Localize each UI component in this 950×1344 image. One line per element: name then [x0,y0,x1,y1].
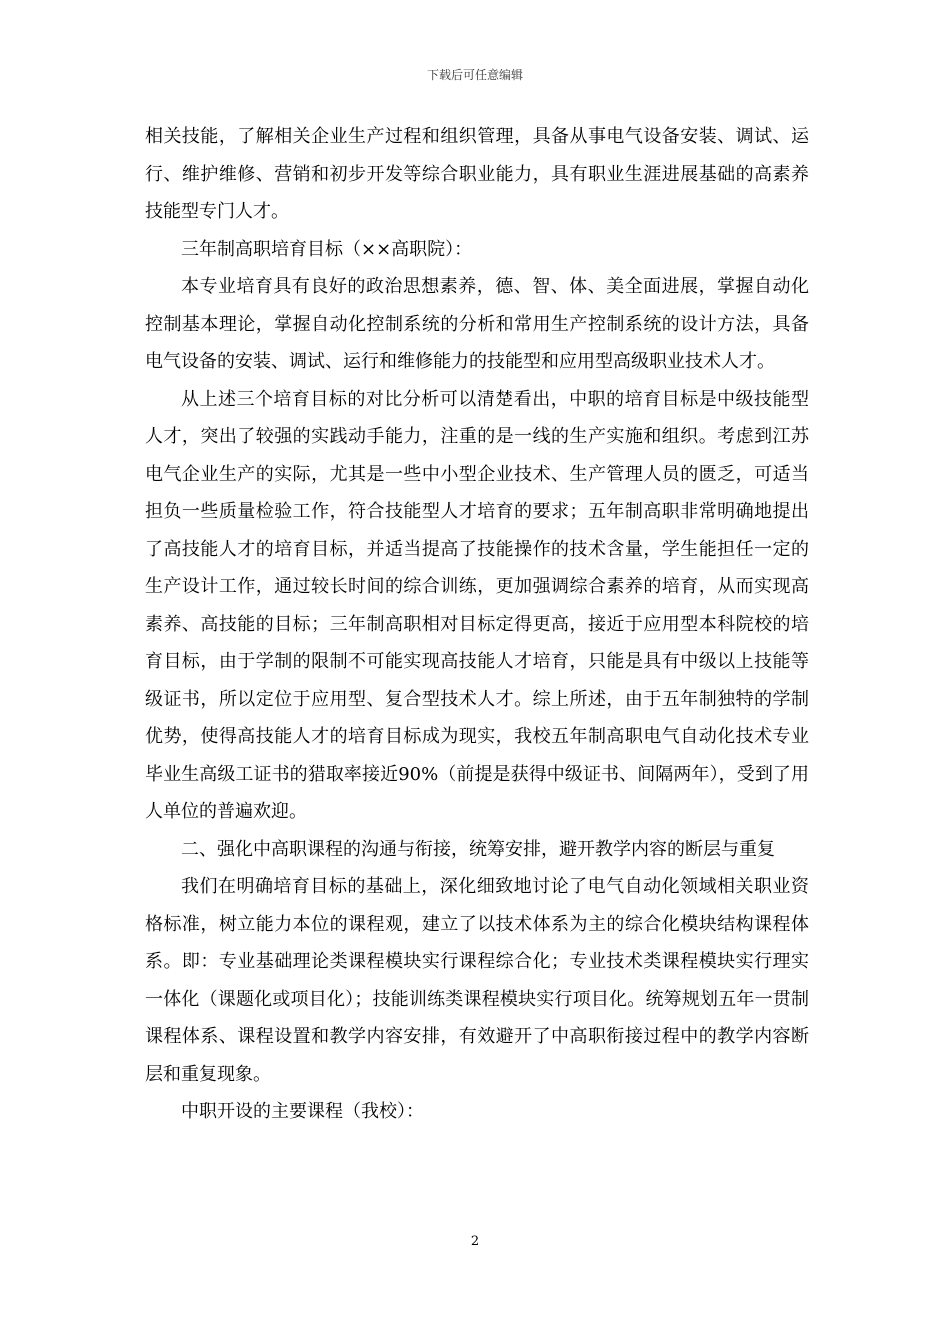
paragraph: 我们在明确培育目标的基础上，深化细致地讨论了电气自动化领域相关职业资格标准，树立能力本位的课程观，建立了以技术体系为主的综合化模块结构课程体系。即：专业基础理论类课程模块实行课程综合化；专业技术类课程模块实行理实一体化（课题化或项目化）；技能训练类课程模块实行项目化。统筹规划五年一贯制课程体系、课程设置和教学内容安排，有效避开了中高职衔接过程中的教学内容断层和重复现象。 [145,876,809,1085]
paragraph: 三年制高职培育目标（××高职院）： [181,238,473,260]
page-number: 2 [470,1234,480,1249]
paragraph: 本专业培育具有良好的政治思想素养，德、智、体、美全面进展，掌握自动化控制基本理论，掌握自动化控制系统的分析和常用生产控制系统的设计方法，具备电气设备的安装、调试、运行和维修能力的技能型和应用型高级职业技术人才。 [145,276,809,372]
paragraph: 中职开设的主要课程（我校）： [181,1101,424,1122]
page-header: 下载后可任意编辑 [426,68,523,82]
paragraph: 相关技能，了解相关企业生产过程和组织管理，具备从事电气设备安装、调试、运行、维护维修、营销和初步开发等综合职业能力，具有职业生涯进展基础的高素养技能型专门人才。 [145,126,809,222]
document-body [145,118,809,1131]
section-heading: 二、强化中高职课程的沟通与衔接，统筹安排，避开教学内容的断层与重复 [181,838,775,860]
paragraph: 从上述三个培育目标的对比分析可以清楚看出，中职的培育目标是中级技能型人才，突出了较强的实践动手能力，注重的是一线的生产实施和组织。考虑到江苏电气企业生产的实际，尤其是一些中小型企业技术、生产管理人员的匮乏，可适当担负一些质量检验工作，符合技能型人才培育的要求；五年制高职非常明确地提出了高技能人才的培育目标，并适当提高了技能操作的技术含量，学生能担任一定的生产设计工作，通过较长时间的综合训练，更加强调综合素养的培育，从而实现高素养、高技能的目标；三年制高职相对目标定得更高，接近于应用型本科院校的培育目标，由于学制的限制不可能实现高技能人才培育，只能是具有中级以上技能等级证书，所以定位于应用型、复合型技术人才。综上所述，由于五年制独特的学制优势，使得高技能人才的培育目标成为现实，我校五年制高职电气自动化技术专业毕业生高级工证书的猎取率接近90%（前提是获得中级证书、间隔两年），受到了用人单位的普遍欢迎。 [145,388,809,822]
